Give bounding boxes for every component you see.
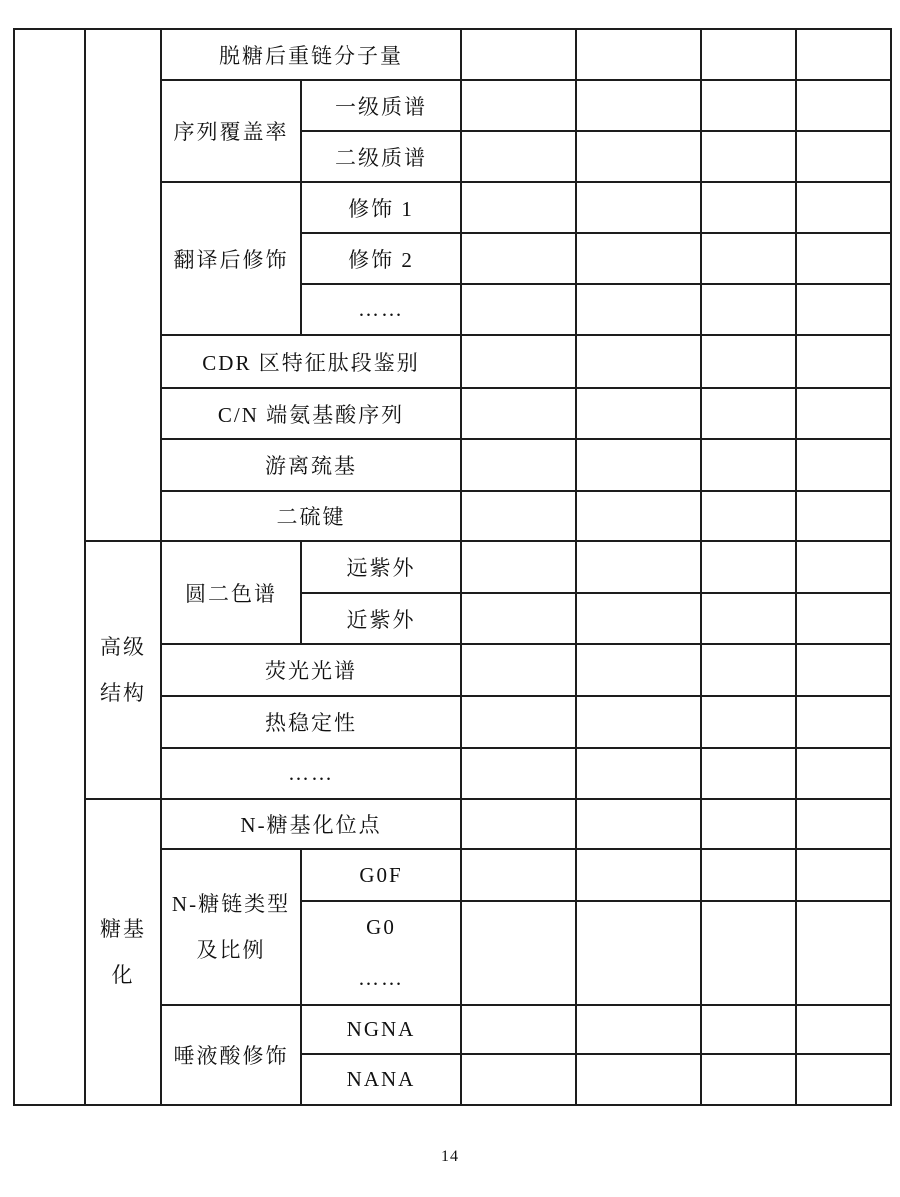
data-cell [701, 1005, 796, 1054]
data-cell [701, 131, 796, 182]
data-cell [461, 799, 576, 849]
data-cell [796, 335, 891, 388]
data-cell [576, 182, 701, 233]
cell-ngna: NGNA [301, 1005, 461, 1054]
data-cell [461, 1054, 576, 1105]
data-cell [701, 799, 796, 849]
cell-hos-ellipsis: …… [161, 748, 461, 799]
data-cell [576, 233, 701, 284]
data-cell [796, 696, 891, 748]
data-cell [576, 644, 701, 696]
data-cell [796, 182, 891, 233]
data-cell [576, 284, 701, 335]
table-row [14, 541, 891, 593]
data-cell [796, 439, 891, 491]
data-cell [701, 593, 796, 644]
data-cell [461, 849, 576, 901]
data-cell [701, 1054, 796, 1105]
table-row [14, 29, 891, 80]
cell-ms2: 二级质谱 [301, 131, 461, 182]
data-cell [576, 131, 701, 182]
data-cell [701, 696, 796, 748]
data-cell [796, 233, 891, 284]
cell-modification-1: 修饰 1 [301, 182, 461, 233]
label-line: 及比例 [196, 938, 266, 962]
data-cell [701, 541, 796, 593]
data-cell [461, 901, 576, 1005]
data-cell [461, 439, 576, 491]
data-cell [461, 29, 576, 80]
group-label-line: 高级 [100, 635, 146, 659]
data-cell [796, 644, 891, 696]
data-cell [576, 29, 701, 80]
data-cell [796, 491, 891, 541]
data-cell [701, 644, 796, 696]
data-cell [701, 849, 796, 901]
data-cell [701, 80, 796, 131]
cell-modification-2: 修饰 2 [301, 233, 461, 284]
data-cell [576, 1054, 701, 1105]
cell-deglyco-heavy-chain-mw: 脱糖后重链分子量 [161, 29, 461, 80]
cell-circular-dichroism: 圆二色谱 [161, 541, 301, 644]
data-cell [461, 748, 576, 799]
cell-n-glycan-type [161, 849, 301, 1005]
data-cell [461, 80, 576, 131]
cell-near-uv: 近紫外 [301, 593, 461, 644]
data-cell [701, 491, 796, 541]
group-label-line: 结构 [100, 681, 146, 705]
table-row [14, 799, 891, 849]
cell-nana: NANA [301, 1054, 461, 1105]
cell-disulfide-bond: 二硫键 [161, 491, 461, 541]
data-cell [701, 233, 796, 284]
data-cell [796, 593, 891, 644]
data-cell [796, 284, 891, 335]
cell-ms1: 一级质谱 [301, 80, 461, 131]
data-cell [576, 491, 701, 541]
data-cell [796, 901, 891, 1005]
cell-thermal-stability: 热稳定性 [161, 696, 461, 748]
data-cell [461, 541, 576, 593]
data-cell [796, 1005, 891, 1054]
label-line: …… [358, 966, 404, 990]
data-cell [796, 131, 891, 182]
data-cell [796, 541, 891, 593]
data-cell [796, 388, 891, 439]
cell-sequence-coverage: 序列覆盖率 [161, 80, 301, 182]
cell-far-uv: 远紫外 [301, 541, 461, 593]
data-cell [576, 439, 701, 491]
data-cell [461, 1005, 576, 1054]
label-line: N-糖链类型 [171, 892, 291, 916]
data-cell [461, 335, 576, 388]
data-cell [576, 80, 701, 131]
data-cell [461, 593, 576, 644]
data-cell [576, 388, 701, 439]
data-cell [701, 439, 796, 491]
data-cell [796, 80, 891, 131]
page-number: 14 [441, 1148, 459, 1165]
row-group-cell-left-empty [14, 29, 85, 1105]
data-cell [796, 849, 891, 901]
label-line: G0 [366, 915, 396, 939]
cell-g0f: G0F [301, 849, 461, 901]
data-cell [576, 901, 701, 1005]
data-cell [701, 29, 796, 80]
row-group-cell-glycosylation [85, 799, 161, 1105]
group-label-line: 糖基 [100, 917, 146, 941]
data-cell [576, 593, 701, 644]
data-cell [461, 388, 576, 439]
data-cell [461, 233, 576, 284]
characterization-table [13, 28, 892, 1106]
cell-cn-terminal: C/N 端氨基酸序列 [161, 388, 461, 439]
data-cell [461, 182, 576, 233]
data-cell [701, 335, 796, 388]
data-cell [796, 748, 891, 799]
data-cell [461, 284, 576, 335]
cell-cdr-peptide: CDR 区特征肽段鉴别 [161, 335, 461, 388]
cell-ptm-ellipsis: …… [301, 284, 461, 335]
data-cell [701, 901, 796, 1005]
data-cell [576, 849, 701, 901]
data-cell [576, 799, 701, 849]
group-label-line: 化 [111, 963, 135, 987]
data-cell [576, 1005, 701, 1054]
data-cell [796, 29, 891, 80]
data-cell [461, 696, 576, 748]
cell-fluorescence: 荧光光谱 [161, 644, 461, 696]
cell-free-thiol: 游离巯基 [161, 439, 461, 491]
data-cell [576, 748, 701, 799]
data-cell [576, 696, 701, 748]
cell-sialic-acid: 唾液酸修饰 [161, 1005, 301, 1105]
data-cell [796, 1054, 891, 1105]
data-cell [576, 335, 701, 388]
row-group-cell-higher-order-structure [85, 541, 161, 799]
data-cell [701, 388, 796, 439]
data-cell [576, 541, 701, 593]
data-cell [461, 644, 576, 696]
data-cell [461, 491, 576, 541]
data-cell [796, 799, 891, 849]
data-cell [701, 284, 796, 335]
data-cell [701, 182, 796, 233]
row-group-cell-upper-empty [85, 29, 161, 541]
cell-ptm: 翻译后修饰 [161, 182, 301, 335]
cell-g0-and-ellipsis [301, 901, 461, 1005]
data-cell [701, 748, 796, 799]
data-cell [461, 131, 576, 182]
cell-n-glycosylation-site: N-糖基化位点 [161, 799, 461, 849]
